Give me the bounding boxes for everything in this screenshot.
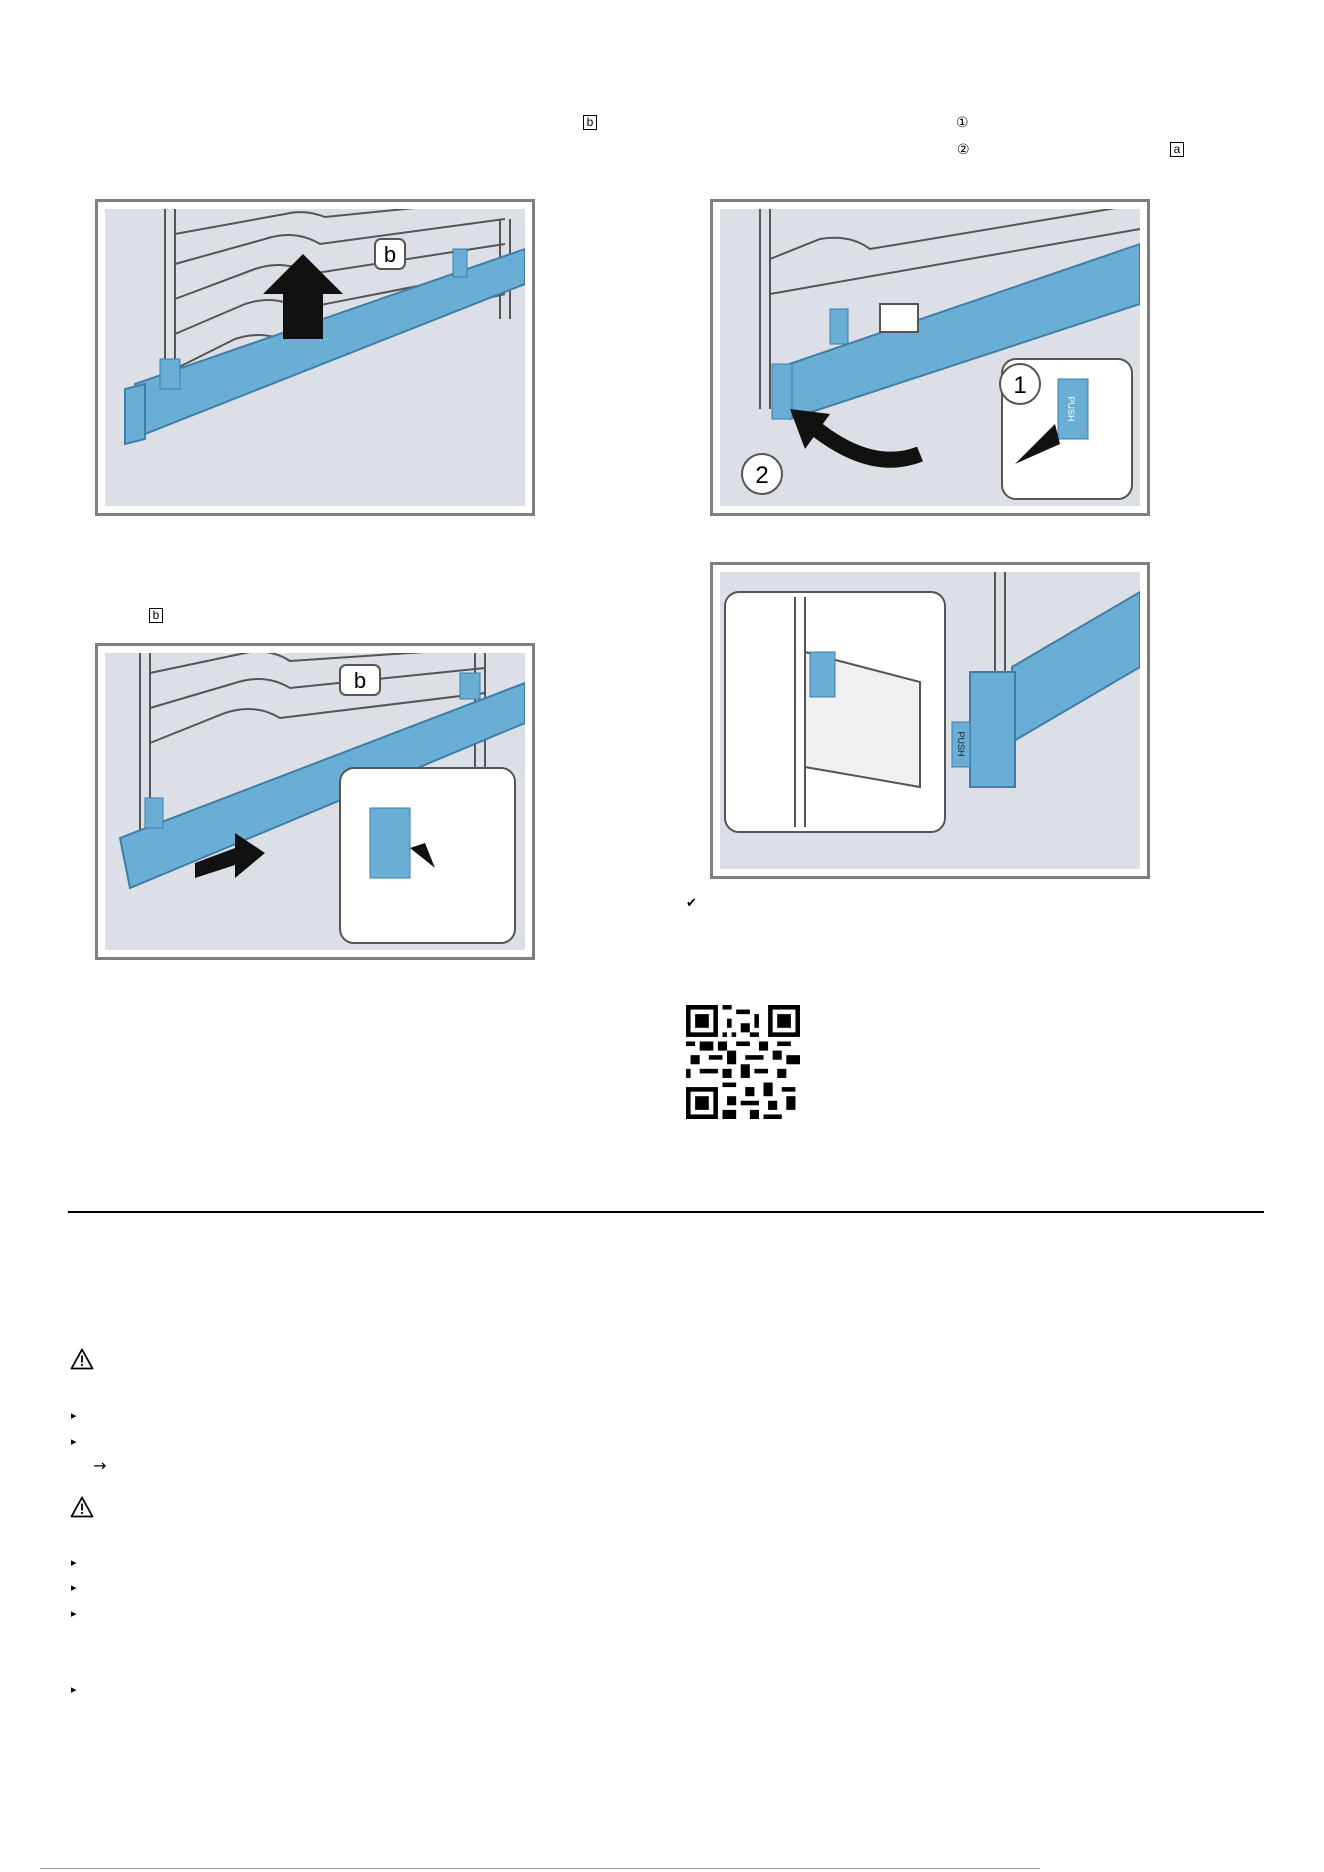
illustration-rail-engaged — [720, 572, 1140, 869]
ref-label-b: b — [583, 115, 597, 130]
bullet-icon: ▸ — [71, 1556, 77, 1569]
figure-insert-rail — [95, 643, 535, 960]
ref-label-a: a — [1170, 142, 1184, 157]
push-label: PUSH — [1066, 396, 1076, 422]
illustration-lift-rail — [105, 209, 525, 506]
bullet-icon: ▸ — [71, 1409, 77, 1422]
callout-b: b — [383, 242, 397, 267]
callout-step-2: 2 — [755, 462, 769, 489]
ref-label-b: b — [149, 608, 163, 623]
bullet-icon: ▸ — [71, 1435, 77, 1448]
page-edge-line — [40, 1868, 1040, 1869]
check-icon: ✔ — [686, 896, 697, 911]
bullet-icon: ▸ — [71, 1683, 77, 1696]
arrow-right-icon: → — [93, 1456, 107, 1475]
push-label: PUSH — [956, 731, 966, 757]
step-ref-1: ① — [956, 115, 969, 131]
qr-code-icon — [686, 1005, 800, 1119]
warning-triangle-icon — [70, 1348, 94, 1370]
illustration-release-catch — [720, 209, 1140, 506]
bullet-icon: ▸ — [71, 1607, 77, 1620]
bullet-icon: ▸ — [71, 1581, 77, 1594]
figure-rail-engaged — [710, 562, 1150, 879]
callout-step-1: 1 — [1013, 372, 1027, 399]
step-ref-2: ② — [957, 142, 970, 158]
figure-release-catch — [710, 199, 1150, 516]
warning-triangle-icon — [70, 1496, 94, 1518]
section-divider — [68, 1211, 1264, 1213]
illustration-insert-rail — [105, 653, 525, 950]
callout-b: b — [353, 668, 367, 693]
figure-lift-rail — [95, 199, 535, 516]
